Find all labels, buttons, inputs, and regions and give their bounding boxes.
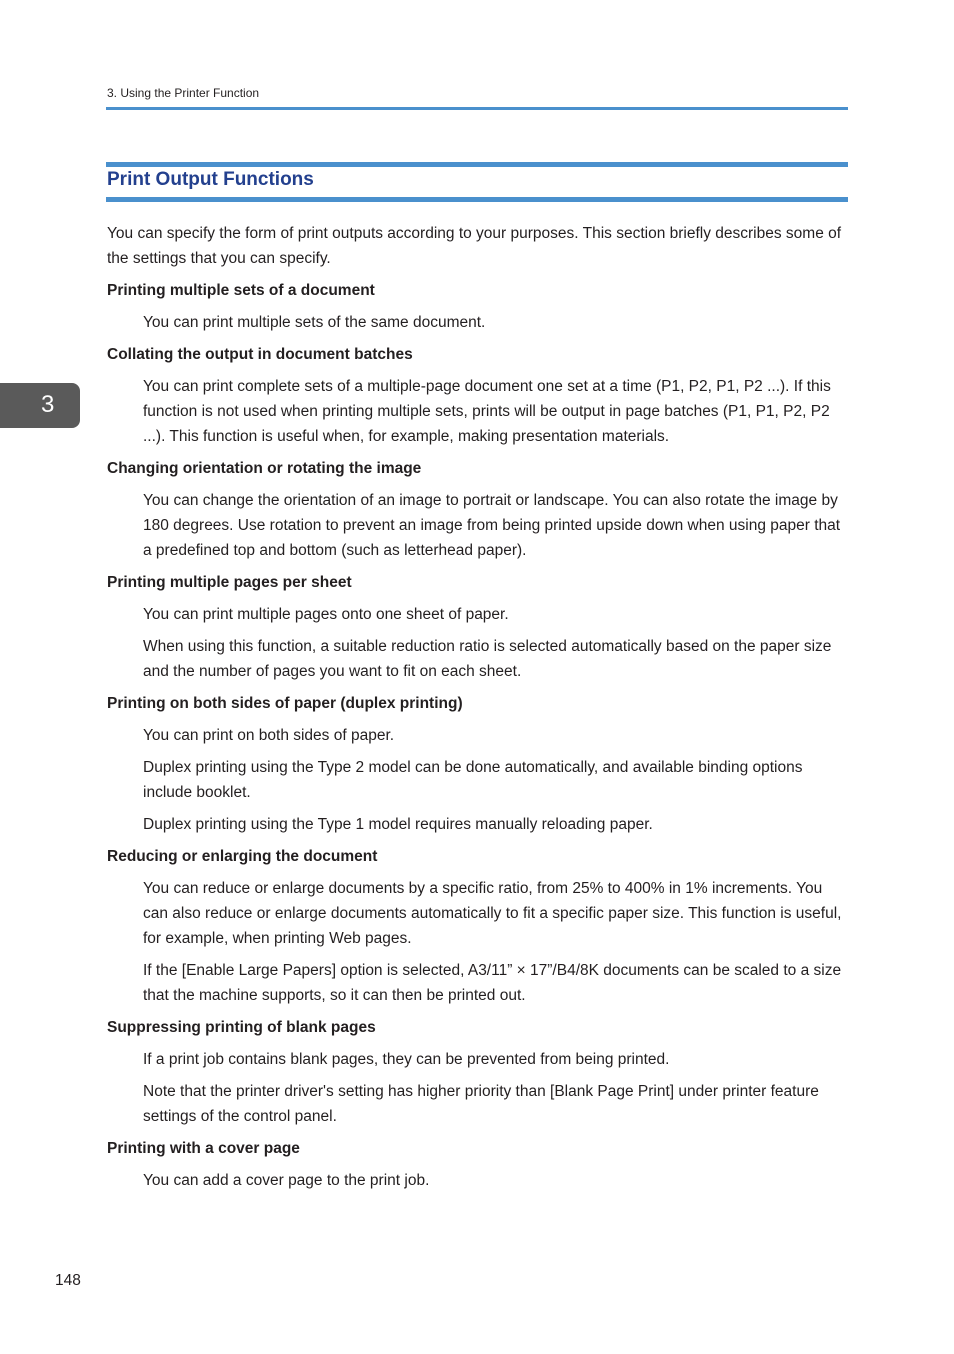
section-title: Print Output Functions (107, 169, 314, 190)
section-body (107, 221, 849, 1200)
item-pages-per-sheet (107, 570, 849, 684)
item-paragraph: If the [Enable Large Papers] option is selected, A3/11” × 17”/B4/8K documents can be scaled to a size that the machine supports, so it can then be printed out. (143, 962, 842, 1004)
item-title: Reducing or enlarging the document (107, 848, 378, 865)
item-reduce-enlarge (107, 844, 849, 1008)
item-duplex (107, 691, 849, 837)
item-paragraph: You can print complete sets of a multiple-page document one set at a time (P1, P2, P1, P2 ...). If this function is not used when printing multiple sets, prints will be output in page batches (P1, P1, P2, P2 ...). This function is useful when, for example, making presentation materials. (143, 378, 831, 445)
item-paragraph: You can reduce or enlarge documents by a specific ratio, from 25% to 400% in 1% increments. You can also reduce or enlarge documents automatically to fit a specific paper size. This function is useful, for example, when printing Web pages. (143, 880, 842, 947)
item-paragraph: Note that the printer driver's setting has higher priority than [Blank Page Print] under printer feature settings of the control panel. (143, 1083, 819, 1125)
item-paragraph: Duplex printing using the Type 2 model can be done automatically, and available binding options include booklet. (143, 759, 803, 801)
item-collating (107, 342, 849, 449)
item-orientation (107, 456, 849, 563)
item-title: Collating the output in document batches (107, 346, 413, 363)
item-blank-pages (107, 1015, 849, 1129)
item-paragraph: You can print on both sides of paper. (143, 727, 395, 744)
item-title: Printing multiple sets of a document (107, 282, 375, 299)
header-rule (106, 107, 848, 110)
item-paragraph: You can change the orientation of an image to portrait or landscape. You can also rotate the image by 180 degrees. Use rotation to prevent an image from being printed upside down when using paper that a predefined top and bottom (such as letterhead paper). (143, 492, 841, 559)
chapter-tab-number: 3 (41, 391, 55, 418)
item-title: Printing on both sides of paper (duplex printing) (107, 695, 463, 712)
intro-paragraph: You can specify the form of print outputs according to your purposes. This section briefly describes some of the settings that you can specify. (107, 225, 842, 267)
item-paragraph: If a print job contains blank pages, they can be prevented from being printed. (143, 1051, 670, 1068)
item-cover-page (107, 1136, 849, 1193)
item-paragraph: You can print multiple sets of the same document. (143, 314, 486, 331)
section-bottom-rule (106, 197, 848, 202)
item-title: Printing with a cover page (107, 1140, 300, 1157)
item-title: Suppressing printing of blank pages (107, 1019, 376, 1036)
item-multiple-sets (107, 278, 849, 335)
item-paragraph: Duplex printing using the Type 1 model requires manually reloading paper. (143, 816, 653, 833)
chapter-tab (0, 383, 80, 428)
item-paragraph: You can add a cover page to the print job. (143, 1172, 430, 1189)
section-top-rule (106, 162, 848, 167)
item-title: Printing multiple pages per sheet (107, 574, 352, 591)
running-head: 3. Using the Printer Function (107, 86, 260, 100)
item-paragraph: You can print multiple pages onto one sheet of paper. (143, 606, 509, 623)
item-title: Changing orientation or rotating the image (107, 460, 422, 477)
item-paragraph: When using this function, a suitable reduction ratio is selected automatically based on the paper size and the number of pages you want to fit on each sheet. (143, 638, 832, 680)
page-number: 148 (55, 1272, 81, 1289)
